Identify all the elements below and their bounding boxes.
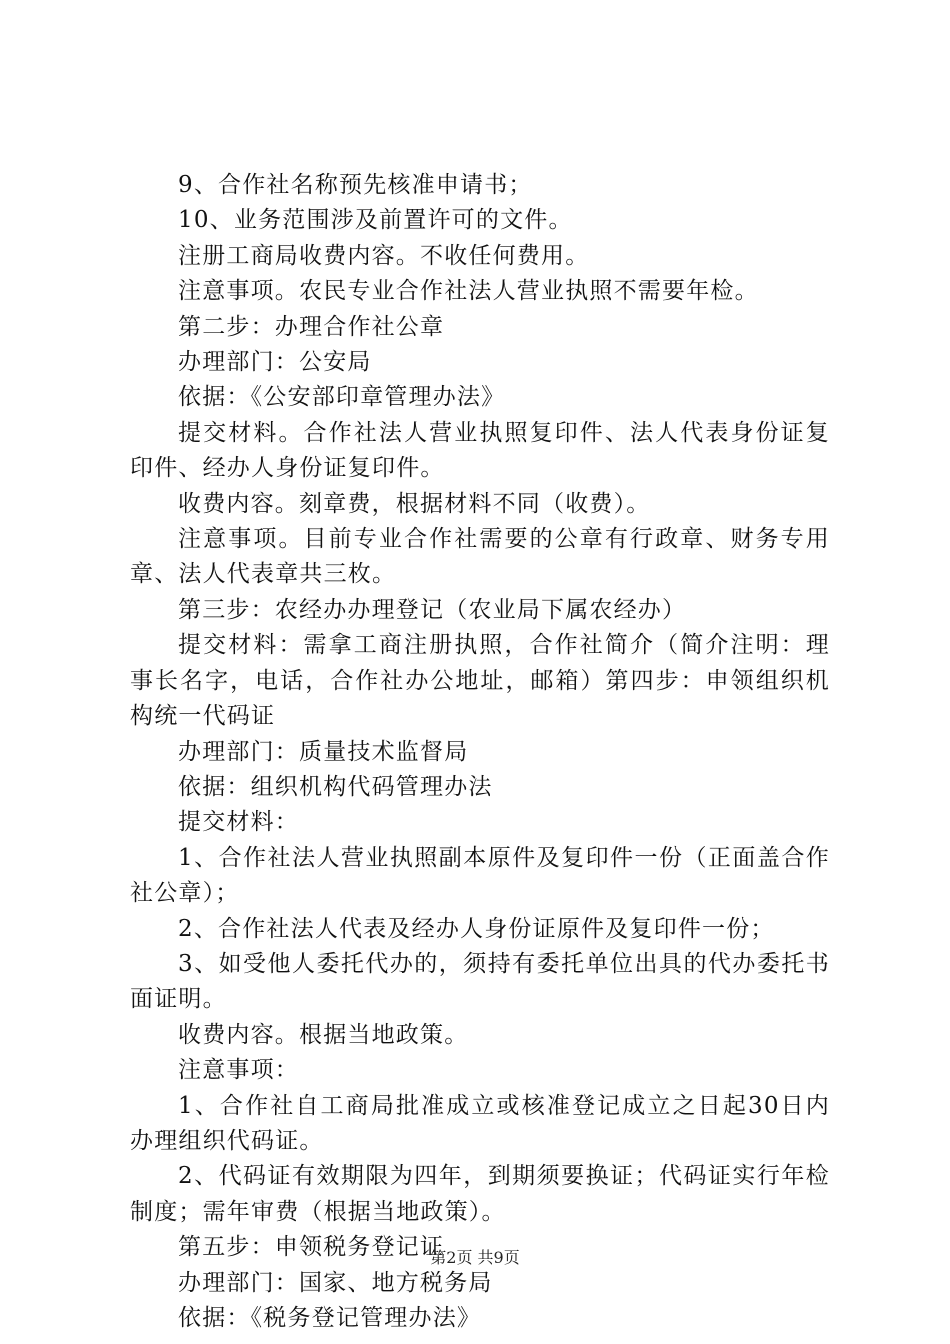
paragraph-1: 9、合作社名称预先核准申请书；: [178, 172, 533, 198]
page-number-footer: 第2页 共9页: [430, 1248, 520, 1267]
paragraph-4: 注意事项。农民专业合作社法人营业执照不需要年检。: [178, 278, 759, 305]
paragraph-18: 3、如受他人委托代办的，须持有委托单位出具的代办委托书面证明。: [130, 950, 830, 1013]
paragraph-12: 提交材料：需拿工商注册执照，合作社简介（简介注明：理事长名字，电话，合作社办公地址，邮箱）第四步：申领组织机构统一代码证: [130, 632, 830, 730]
paragraph-7: 依据：《公安部印章管理办法》: [178, 384, 506, 411]
paragraph-17: 2、合作社法人代表及经办人身份证原件及复印件一份；: [178, 915, 775, 942]
paragraph-15: 提交材料：: [178, 809, 299, 836]
step-3-heading: 第三步：农经办办理登记（农业局下属农经办）: [178, 596, 687, 623]
paragraph-10: 注意事项。目前专业合作社需要的公章有行政章、财务专用章、法人代表章共三枚。: [130, 526, 830, 588]
paragraph-14: 依据：组织机构代码管理办法: [178, 773, 493, 800]
paragraph-19: 收费内容。根据当地政策。: [178, 1021, 469, 1048]
paragraph-22: 2、代码证有效期限为四年，到期须要换证；代码证实行年检制度；需年审费（根据当地政策）。: [130, 1163, 830, 1225]
step-5-heading: 第五步：申领税务登记证: [178, 1234, 445, 1261]
paragraph-24: 办理部门：国家、地方税务局: [178, 1269, 493, 1296]
paragraph-9: 收费内容。刻章费，根据材料不同（收费）。: [178, 490, 651, 517]
paragraph-20: 注意事项：: [178, 1057, 299, 1084]
paragraph-2: 10、业务范围涉及前置许可的文件。: [178, 207, 573, 234]
paragraph-25: 依据：《税务登记管理办法》: [178, 1305, 482, 1331]
paragraph-6: 办理部门：公安局: [178, 349, 372, 376]
paragraph-21: 1、合作社自工商局批准成立或核准登记成立之日起30日内办理组织代码证。: [130, 1092, 830, 1154]
document-body: [130, 168, 830, 1336]
paragraph-13: 办理部门：质量技术监督局: [178, 738, 469, 765]
paragraph-16: 1、合作社法人营业执照副本原件及复印件一份（正面盖合作社公章）；: [130, 844, 830, 907]
step-2-heading: 第二步：办理合作社公章: [178, 313, 445, 340]
paragraph-8: 提交材料。合作社法人营业执照复印件、法人代表身份证复印件、经办人身份证复印件。: [130, 419, 830, 482]
paragraph-3: 注册工商局收费内容。不收任何费用。: [178, 242, 590, 269]
